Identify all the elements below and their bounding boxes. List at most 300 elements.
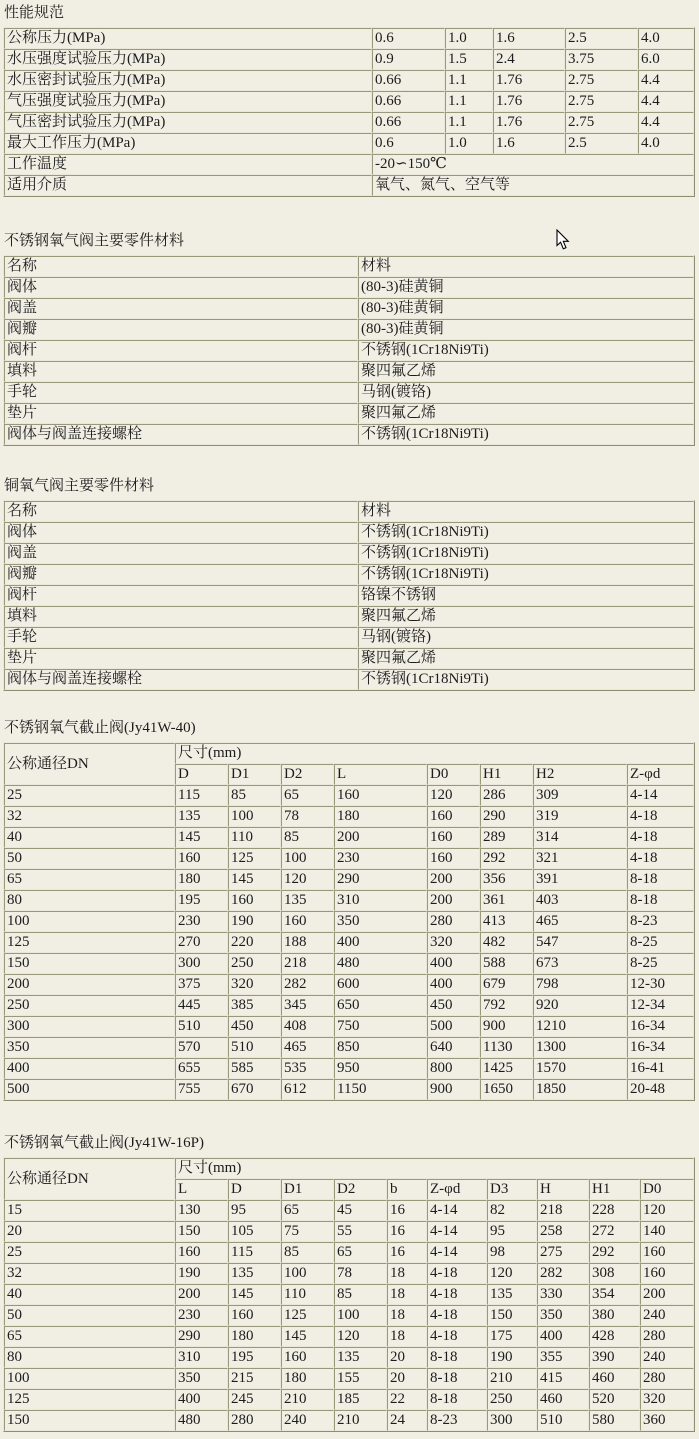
table-cell: 330 bbox=[537, 1284, 589, 1305]
table-cell: 6.0 bbox=[638, 49, 694, 70]
table-cell: 聚四氟乙烯 bbox=[358, 648, 694, 669]
table-cell: 85 bbox=[281, 1242, 334, 1263]
table-cell: 40 bbox=[4, 1284, 175, 1305]
table-cell: 4-18 bbox=[427, 1305, 487, 1326]
table-cell: 375 bbox=[175, 974, 228, 995]
table-cell: 314 bbox=[533, 827, 627, 848]
table-cell: 135 bbox=[175, 806, 228, 827]
table-cell: 阀体与阀盖连接螺栓 bbox=[4, 424, 358, 445]
table-cell: 145 bbox=[175, 827, 228, 848]
table-cell: 填料 bbox=[4, 361, 358, 382]
table-cell: 18 bbox=[387, 1305, 427, 1326]
table-cell: 150 bbox=[4, 953, 175, 974]
table-cell: 385 bbox=[228, 995, 281, 1016]
table-cell: 4.0 bbox=[638, 28, 694, 49]
table-cell: 4-18 bbox=[427, 1326, 487, 1347]
table-cell: 50 bbox=[4, 1305, 175, 1326]
table-cell: 4.4 bbox=[638, 112, 694, 133]
table-cell: 气压密封试验压力(MPa) bbox=[4, 112, 372, 133]
section-performance-spec bbox=[3, 5, 696, 197]
section-jy41w40-dimensions bbox=[3, 720, 696, 1101]
table-cell: 350 bbox=[537, 1305, 589, 1326]
table-cell: 65 bbox=[334, 1242, 387, 1263]
table-cell: 480 bbox=[334, 953, 427, 974]
table-cell: 水压密封试验压力(MPa) bbox=[4, 70, 372, 91]
table-cell: 188 bbox=[281, 932, 334, 953]
table-cell: 25 bbox=[4, 1242, 175, 1263]
table-cell: 175 bbox=[487, 1326, 537, 1347]
table-cell: 25 bbox=[4, 785, 175, 806]
table-cell: 8-25 bbox=[627, 932, 694, 953]
table-cell: 310 bbox=[175, 1347, 228, 1368]
table-cell: 380 bbox=[589, 1305, 640, 1326]
table-cell: (80-3)硅黄铜 bbox=[358, 277, 694, 298]
table-cell: 1650 bbox=[480, 1079, 533, 1100]
section-title: 性能规范 bbox=[4, 5, 65, 21]
table-cell: 4-14 bbox=[427, 1242, 487, 1263]
table-cell: 612 bbox=[281, 1079, 334, 1100]
table-cell: 792 bbox=[480, 995, 533, 1016]
table-cell: 390 bbox=[589, 1347, 640, 1368]
table-cell: 不锈钢(1Cr18Ni9Ti) bbox=[358, 669, 694, 690]
table-cell: 200 bbox=[640, 1284, 694, 1305]
table-cell: 400 bbox=[4, 1058, 175, 1079]
table-cell: 125 bbox=[228, 848, 281, 869]
table-cell: 16-34 bbox=[627, 1037, 694, 1058]
table-cell: 150 bbox=[4, 1410, 175, 1431]
table-cell: 120 bbox=[487, 1263, 537, 1284]
table-cell: b bbox=[387, 1179, 427, 1200]
table-cell: 125 bbox=[4, 932, 175, 953]
table-cell: H1 bbox=[589, 1179, 640, 1200]
section-ss-valve-materials bbox=[3, 233, 696, 446]
table-cell: H bbox=[537, 1179, 589, 1200]
table-cell: 520 bbox=[589, 1389, 640, 1410]
table-cell: 不锈钢(1Cr18Ni9Ti) bbox=[358, 424, 694, 445]
table-cell: 160 bbox=[228, 890, 281, 911]
table-cell: D2 bbox=[281, 764, 334, 785]
ss-materials-table bbox=[3, 255, 695, 446]
table-cell: 547 bbox=[533, 932, 627, 953]
table-cell: 245 bbox=[228, 1389, 281, 1410]
table-cell: 80 bbox=[4, 890, 175, 911]
table-cell: 2.75 bbox=[565, 112, 638, 133]
table-cell: 200 bbox=[334, 827, 427, 848]
table-cell: 460 bbox=[537, 1389, 589, 1410]
table-cell: 20-48 bbox=[627, 1079, 694, 1100]
table-cell: 聚四氟乙烯 bbox=[358, 606, 694, 627]
table-cell: 670 bbox=[228, 1079, 281, 1100]
table-cell: H2 bbox=[533, 764, 627, 785]
table-cell: 320 bbox=[640, 1389, 694, 1410]
table-cell: 850 bbox=[334, 1037, 427, 1058]
table-cell: 95 bbox=[228, 1200, 281, 1221]
table-cell: 85 bbox=[281, 827, 334, 848]
table-cell: 16 bbox=[387, 1242, 427, 1263]
table-cell: 210 bbox=[487, 1368, 537, 1389]
table-cell: 4-18 bbox=[627, 806, 694, 827]
table-cell: 1.5 bbox=[445, 49, 493, 70]
table-cell: 465 bbox=[281, 1037, 334, 1058]
table-cell: 0.66 bbox=[372, 112, 445, 133]
table-cell: 12-30 bbox=[627, 974, 694, 995]
table-cell: 308 bbox=[589, 1263, 640, 1284]
table-cell: 聚四氟乙烯 bbox=[358, 403, 694, 424]
table-cell: 110 bbox=[281, 1284, 334, 1305]
table-cell: 482 bbox=[480, 932, 533, 953]
table-cell: 16 bbox=[387, 1200, 427, 1221]
table-cell: 290 bbox=[175, 1326, 228, 1347]
table-cell: 12-34 bbox=[627, 995, 694, 1016]
table-cell: 65 bbox=[4, 1326, 175, 1347]
table-cell: 不锈钢(1Cr18Ni9Ti) bbox=[358, 543, 694, 564]
table-cell: 180 bbox=[175, 869, 228, 890]
table-cell: 手轮 bbox=[4, 627, 358, 648]
table-cell: 2.5 bbox=[565, 28, 638, 49]
table-cell: 195 bbox=[228, 1347, 281, 1368]
table-cell: 1.0 bbox=[445, 28, 493, 49]
table-cell: 200 bbox=[175, 1284, 228, 1305]
table-cell: (80-3)硅黄铜 bbox=[358, 319, 694, 340]
table-cell: 391 bbox=[533, 869, 627, 890]
table-cell: 气压强度试验压力(MPa) bbox=[4, 91, 372, 112]
table-cell: 4.4 bbox=[638, 70, 694, 91]
table-cell: 480 bbox=[175, 1410, 228, 1431]
table-cell: 20 bbox=[387, 1368, 427, 1389]
table-cell: 345 bbox=[281, 995, 334, 1016]
table-cell: 尺寸(mm) bbox=[175, 1158, 694, 1179]
table-cell: 679 bbox=[480, 974, 533, 995]
table-cell: 180 bbox=[228, 1326, 281, 1347]
table-cell: 319 bbox=[533, 806, 627, 827]
table-cell: 尺寸(mm) bbox=[175, 743, 694, 764]
table-cell: 580 bbox=[589, 1410, 640, 1431]
table-cell: 218 bbox=[281, 953, 334, 974]
table-cell: 1150 bbox=[334, 1079, 427, 1100]
table-cell: 100 bbox=[4, 911, 175, 932]
table-cell: 65 bbox=[4, 869, 175, 890]
table-cell: 0.6 bbox=[372, 28, 445, 49]
table-cell: 230 bbox=[334, 848, 427, 869]
table-cell: D0 bbox=[427, 764, 480, 785]
table-cell: 聚四氟乙烯 bbox=[358, 361, 694, 382]
table-cell: 360 bbox=[640, 1410, 694, 1431]
table-cell: D0 bbox=[640, 1179, 694, 1200]
table-cell: 120 bbox=[281, 869, 334, 890]
table-cell: 阀盖 bbox=[4, 543, 358, 564]
table-cell: 450 bbox=[427, 995, 480, 1016]
table-cell: 250 bbox=[4, 995, 175, 1016]
table-cell: 510 bbox=[537, 1410, 589, 1431]
table-cell: 20 bbox=[4, 1221, 175, 1242]
table-cell: 铬镍不锈钢 bbox=[358, 585, 694, 606]
table-cell: 4-14 bbox=[427, 1200, 487, 1221]
table-cell: 0.9 bbox=[372, 49, 445, 70]
table-cell: D3 bbox=[487, 1179, 537, 1200]
table-cell: 16 bbox=[387, 1221, 427, 1242]
table-cell: 160 bbox=[427, 806, 480, 827]
table-cell: 280 bbox=[228, 1410, 281, 1431]
table-cell: 272 bbox=[589, 1221, 640, 1242]
table-cell: 18 bbox=[387, 1284, 427, 1305]
jy41w40-dims-table bbox=[3, 742, 695, 1101]
table-cell: 不锈钢(1Cr18Ni9Ti) bbox=[358, 564, 694, 585]
spec-table bbox=[3, 27, 695, 197]
table-cell: 180 bbox=[334, 806, 427, 827]
table-cell: 210 bbox=[281, 1389, 334, 1410]
table-cell: 马钢(镀铬) bbox=[358, 627, 694, 648]
table-cell: 230 bbox=[175, 911, 228, 932]
table-cell: 655 bbox=[175, 1058, 228, 1079]
table-cell: 900 bbox=[427, 1079, 480, 1100]
table-cell: 250 bbox=[487, 1389, 537, 1410]
table-cell: 公称压力(MPa) bbox=[4, 28, 372, 49]
table-cell: 阀体 bbox=[4, 277, 358, 298]
table-cell: 275 bbox=[537, 1242, 589, 1263]
table-cell: 400 bbox=[427, 953, 480, 974]
table-cell: L bbox=[334, 764, 427, 785]
table-cell: 115 bbox=[175, 785, 228, 806]
table-cell: 588 bbox=[480, 953, 533, 974]
table-cell: 100 bbox=[281, 848, 334, 869]
cu-materials-table bbox=[3, 500, 695, 691]
table-cell: 3.75 bbox=[565, 49, 638, 70]
table-cell: 300 bbox=[4, 1016, 175, 1037]
table-cell: 公称通径DN bbox=[4, 1158, 175, 1200]
table-cell: 755 bbox=[175, 1079, 228, 1100]
table-cell: 650 bbox=[334, 995, 427, 1016]
table-cell: 800 bbox=[427, 1058, 480, 1079]
table-cell: 65 bbox=[281, 785, 334, 806]
table-cell: 40 bbox=[4, 827, 175, 848]
table-cell: 阀杆 bbox=[4, 585, 358, 606]
table-cell: 510 bbox=[175, 1016, 228, 1037]
table-cell: 85 bbox=[228, 785, 281, 806]
table-cell: 名称 bbox=[4, 501, 358, 522]
table-cell: 8-18 bbox=[427, 1389, 487, 1410]
table-cell: 428 bbox=[589, 1326, 640, 1347]
table-cell: 50 bbox=[4, 848, 175, 869]
table-cell: 8-18 bbox=[627, 890, 694, 911]
table-cell: 1.76 bbox=[493, 91, 565, 112]
table-cell: 4-14 bbox=[627, 785, 694, 806]
table-cell: 450 bbox=[228, 1016, 281, 1037]
table-cell: 8-25 bbox=[627, 953, 694, 974]
table-cell: 145 bbox=[228, 869, 281, 890]
table-cell: 500 bbox=[427, 1016, 480, 1037]
table-cell: 321 bbox=[533, 848, 627, 869]
table-cell: 160 bbox=[640, 1263, 694, 1284]
table-cell: 270 bbox=[175, 932, 228, 953]
table-cell: 45 bbox=[334, 1200, 387, 1221]
table-cell: 4-18 bbox=[627, 827, 694, 848]
table-cell: 282 bbox=[537, 1263, 589, 1284]
table-cell: 1570 bbox=[533, 1058, 627, 1079]
table-cell: 1.76 bbox=[493, 70, 565, 91]
table-cell: 阀瓣 bbox=[4, 319, 358, 340]
table-cell: 1.6 bbox=[493, 28, 565, 49]
table-cell: 400 bbox=[537, 1326, 589, 1347]
table-cell: 130 bbox=[175, 1200, 228, 1221]
table-cell: 510 bbox=[228, 1037, 281, 1058]
table-cell: 4.0 bbox=[638, 133, 694, 154]
table-cell: 413 bbox=[480, 911, 533, 932]
table-cell: 78 bbox=[334, 1263, 387, 1284]
table-cell: 4-18 bbox=[427, 1284, 487, 1305]
section-cu-valve-materials bbox=[3, 478, 696, 691]
table-cell: 32 bbox=[4, 1263, 175, 1284]
table-cell: 600 bbox=[334, 974, 427, 995]
table-cell: 280 bbox=[640, 1368, 694, 1389]
table-cell: 354 bbox=[589, 1284, 640, 1305]
table-cell: 228 bbox=[589, 1200, 640, 1221]
table-cell: 361 bbox=[480, 890, 533, 911]
table-cell: 120 bbox=[640, 1200, 694, 1221]
table-cell: 22 bbox=[387, 1389, 427, 1410]
table-cell: 阀体与阀盖连接螺栓 bbox=[4, 669, 358, 690]
table-cell: 500 bbox=[4, 1079, 175, 1100]
arrow-cursor-icon bbox=[556, 229, 570, 251]
table-cell: 258 bbox=[537, 1221, 589, 1242]
table-cell: 阀瓣 bbox=[4, 564, 358, 585]
table-cell: L bbox=[175, 1179, 228, 1200]
table-cell: 125 bbox=[4, 1389, 175, 1410]
table-cell: 240 bbox=[640, 1347, 694, 1368]
table-cell: 18 bbox=[387, 1326, 427, 1347]
table-cell: 4-18 bbox=[427, 1263, 487, 1284]
table-cell: 535 bbox=[281, 1058, 334, 1079]
table-cell: 195 bbox=[175, 890, 228, 911]
table-cell: 585 bbox=[228, 1058, 281, 1079]
table-cell: 105 bbox=[228, 1221, 281, 1242]
table-cell: 950 bbox=[334, 1058, 427, 1079]
table-cell: 350 bbox=[175, 1368, 228, 1389]
table-cell: 355 bbox=[537, 1347, 589, 1368]
table-cell: D1 bbox=[228, 764, 281, 785]
table-cell: 4-18 bbox=[627, 848, 694, 869]
table-cell: 570 bbox=[175, 1037, 228, 1058]
table-cell: 材料 bbox=[358, 256, 694, 277]
table-cell: 280 bbox=[640, 1326, 694, 1347]
table-cell: 160 bbox=[334, 785, 427, 806]
table-cell: 100 bbox=[4, 1368, 175, 1389]
table-cell: Z-φd bbox=[427, 1179, 487, 1200]
table-cell: 80 bbox=[4, 1347, 175, 1368]
table-cell: 不锈钢(1Cr18Ni9Ti) bbox=[358, 522, 694, 543]
table-cell: 24 bbox=[387, 1410, 427, 1431]
table-cell: 200 bbox=[427, 890, 480, 911]
table-cell: 230 bbox=[175, 1305, 228, 1326]
table-cell: 140 bbox=[640, 1221, 694, 1242]
table-cell: 160 bbox=[640, 1242, 694, 1263]
table-cell: 160 bbox=[228, 1305, 281, 1326]
table-cell: 1.0 bbox=[445, 133, 493, 154]
table-cell: 110 bbox=[228, 827, 281, 848]
table-cell: 65 bbox=[281, 1200, 334, 1221]
section-title: 不锈钢氧气截止阀(Jy41W-40) bbox=[4, 720, 196, 736]
table-cell: 400 bbox=[427, 974, 480, 995]
table-cell: Z-φd bbox=[627, 764, 694, 785]
table-cell: 100 bbox=[334, 1305, 387, 1326]
table-cell: 阀盖 bbox=[4, 298, 358, 319]
section-title: 不锈钢氧气阀主要零件材料 bbox=[4, 233, 185, 249]
table-cell: 8-23 bbox=[427, 1410, 487, 1431]
table-cell: 150 bbox=[487, 1305, 537, 1326]
table-cell: 手轮 bbox=[4, 382, 358, 403]
table-cell: 不锈钢(1Cr18Ni9Ti) bbox=[358, 340, 694, 361]
table-cell: 180 bbox=[281, 1368, 334, 1389]
table-cell: 282 bbox=[281, 974, 334, 995]
section-title: 铜氧气阀主要零件材料 bbox=[4, 478, 155, 494]
table-cell: 82 bbox=[487, 1200, 537, 1221]
table-cell: 280 bbox=[427, 911, 480, 932]
table-cell: 18 bbox=[387, 1263, 427, 1284]
table-cell: 160 bbox=[175, 1242, 228, 1263]
table-cell: 185 bbox=[334, 1389, 387, 1410]
table-cell: -20∽150℃ bbox=[372, 154, 694, 175]
table-cell: 292 bbox=[480, 848, 533, 869]
table-cell: H1 bbox=[480, 764, 533, 785]
table-cell: 350 bbox=[4, 1037, 175, 1058]
table-cell: 155 bbox=[334, 1368, 387, 1389]
table-cell: 16-34 bbox=[627, 1016, 694, 1037]
table-cell: 320 bbox=[228, 974, 281, 995]
table-cell: 210 bbox=[334, 1410, 387, 1431]
table-cell: 0.66 bbox=[372, 91, 445, 112]
jy41w16p-dims-table bbox=[3, 1157, 695, 1432]
table-cell: 1300 bbox=[533, 1037, 627, 1058]
table-cell: 1.6 bbox=[493, 133, 565, 154]
table-cell: 290 bbox=[334, 869, 427, 890]
table-cell: 32 bbox=[4, 806, 175, 827]
table-cell: 920 bbox=[533, 995, 627, 1016]
table-cell: 工作温度 bbox=[4, 154, 372, 175]
table-cell: 286 bbox=[480, 785, 533, 806]
table-cell: 氧气、氮气、空气等 bbox=[372, 175, 694, 196]
table-cell: 218 bbox=[537, 1200, 589, 1221]
table-cell: 445 bbox=[175, 995, 228, 1016]
table-cell: 408 bbox=[281, 1016, 334, 1037]
table-cell: 200 bbox=[4, 974, 175, 995]
table-cell: 名称 bbox=[4, 256, 358, 277]
table-cell: 135 bbox=[487, 1284, 537, 1305]
table-cell: 403 bbox=[533, 890, 627, 911]
table-cell: 1.76 bbox=[493, 112, 565, 133]
table-cell: 水压强度试验压力(MPa) bbox=[4, 49, 372, 70]
table-cell: 1425 bbox=[480, 1058, 533, 1079]
table-cell: (80-3)硅黄铜 bbox=[358, 298, 694, 319]
table-cell: 4-14 bbox=[427, 1221, 487, 1242]
table-cell: 289 bbox=[480, 827, 533, 848]
table-cell: 798 bbox=[533, 974, 627, 995]
table-cell: 100 bbox=[281, 1263, 334, 1284]
table-cell: 1.1 bbox=[445, 70, 493, 91]
table-cell: 292 bbox=[589, 1242, 640, 1263]
table-cell: 1210 bbox=[533, 1016, 627, 1037]
table-cell: 309 bbox=[533, 785, 627, 806]
table-cell: 190 bbox=[175, 1263, 228, 1284]
table-cell: 填料 bbox=[4, 606, 358, 627]
table-cell: D bbox=[175, 764, 228, 785]
table-cell: 300 bbox=[487, 1410, 537, 1431]
table-cell: 120 bbox=[427, 785, 480, 806]
table-cell: 125 bbox=[281, 1305, 334, 1326]
table-cell: 2.75 bbox=[565, 70, 638, 91]
table-cell: 350 bbox=[334, 911, 427, 932]
table-cell: 415 bbox=[537, 1368, 589, 1389]
table-cell: 190 bbox=[487, 1347, 537, 1368]
table-cell: 15 bbox=[4, 1200, 175, 1221]
